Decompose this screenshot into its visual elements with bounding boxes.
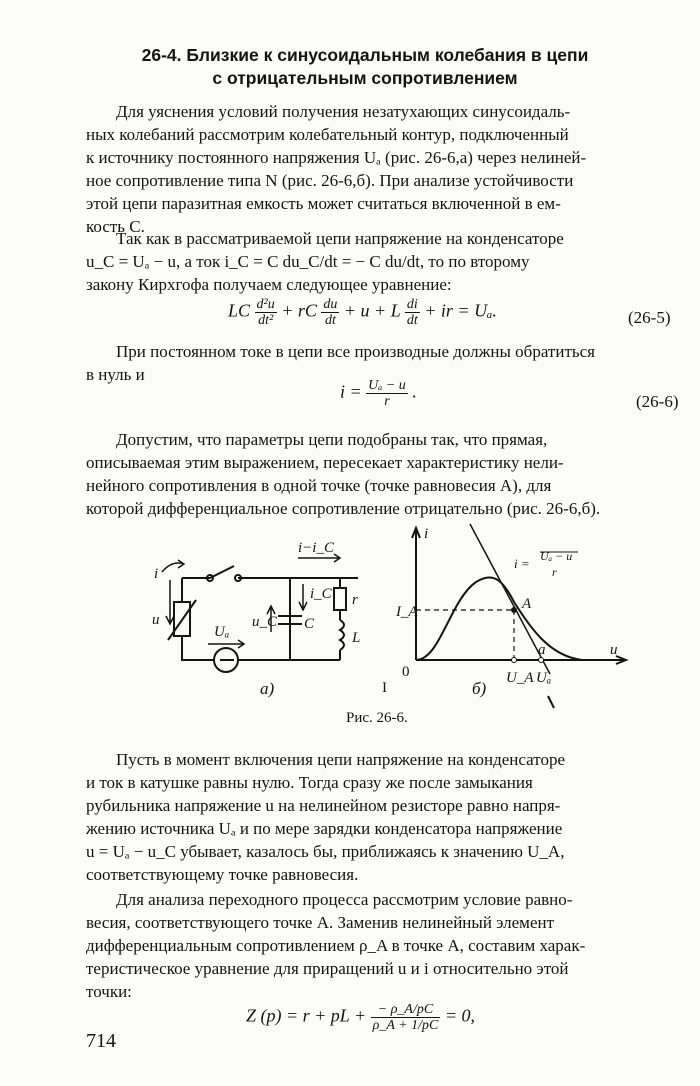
text-line: рубильника напряжение u на нелинейном резисторе равно напря- (86, 796, 561, 815)
characteristic-equation (246, 1002, 475, 1033)
graph-line-label-num: Uₐ − u (540, 549, 573, 563)
equation-term: LC (228, 300, 251, 321)
text-line: которой дифференциальное сопротивление отрицательно (рис. 26-6,б). (86, 499, 601, 518)
text-line: ное сопротивление типа N (рис. 26-6,б). При анализе устойчивости (86, 171, 574, 190)
equation-26-5 (228, 297, 497, 328)
text-line: этой цепи паразитная емкость может считаться включенной в ем- (86, 194, 561, 213)
text-line: Для анализа переходного процесса рассмотрим условие равно- (116, 890, 573, 909)
arrow-u (166, 580, 174, 624)
graph-label-IA: I_A (396, 604, 418, 620)
text-line: описываемая этим выражением, пересекает характеристику нели- (86, 453, 564, 472)
section-title-line-1: 26-4. Близкие к синусоидальным колебания в цепи (141, 45, 589, 65)
text-line: Так как в рассматриваемой цепи напряжение на конденсаторе (116, 229, 564, 248)
characteristic-curve (416, 577, 582, 660)
tick-mark (548, 696, 554, 708)
text-line: и ток в катушке равны нулю. Тогда сразу же после замыкания (86, 773, 533, 792)
equation-term: + rC (281, 300, 317, 321)
fraction-denominator: dt² (258, 313, 274, 328)
fraction (405, 297, 420, 328)
text-line: теристическое уравнение для приращений u и i относительно этой (86, 959, 569, 978)
paragraph-5 (86, 748, 682, 886)
text-line: При постоянном токе в цепи все производные должны обратиться (116, 342, 595, 361)
text-line: точки: (86, 982, 132, 1001)
graph-label-A: A (522, 596, 532, 612)
circuit-diagram (162, 554, 361, 672)
graph-axis-i: i (424, 526, 429, 542)
section-title-line-2: с отрицательным сопротивлением (212, 68, 518, 88)
page-number: 714 (86, 1030, 116, 1052)
axis-i (412, 528, 420, 660)
label-u: u (152, 612, 160, 628)
arrow-Ua (208, 640, 244, 648)
fraction-numerator: − ρ_A/pC (371, 1002, 441, 1018)
text-line: Допустим, что параметры цепи подобраны так, что прямая, (116, 430, 548, 449)
figure-26-6 (140, 520, 670, 710)
equation-term: + ir = Uₐ. (424, 300, 497, 321)
equation-number: (26-5) (628, 308, 671, 327)
graph-label-a: a (538, 642, 546, 658)
fraction-numerator: di (406, 297, 418, 312)
fraction-numerator: Uₐ − u (368, 378, 406, 393)
text-line: Для уяснения условий получения незатухающих синусоидаль- (116, 102, 571, 121)
text-line: ных колебаний рассмотрим колебательный контур, подключенный (86, 125, 569, 144)
text-line: кость C. (86, 217, 145, 236)
text-line: u = Uₐ − u_C убывает, казалось бы, приближаясь к значению U_A, (86, 842, 565, 861)
point-a (539, 658, 544, 663)
equation-term: + u + L (343, 300, 401, 321)
graph-marker-I: I (382, 680, 387, 696)
text-line: Пусть в момент включения цепи напряжение на конденсаторе (116, 750, 565, 769)
paragraph-4 (86, 428, 682, 520)
section-title (130, 44, 600, 90)
graph-label-Ua: Uₐ (536, 670, 552, 686)
label-r: r (352, 592, 358, 608)
sublabel-a: а) (260, 679, 275, 698)
equation-term: . (412, 381, 417, 402)
equation-term: i = (340, 381, 362, 402)
figure-caption: Рис. 26-6. (346, 710, 408, 726)
inductor-L (340, 620, 344, 650)
graph-label-UA: U_A (506, 670, 534, 686)
fraction-numerator: d²u (256, 297, 275, 312)
arrow-ic (299, 584, 307, 610)
text-line: нейного сопротивления в одной точке (точке равновесия A), для (86, 476, 552, 495)
fraction (366, 378, 408, 409)
sublabel-b: б) (472, 679, 487, 698)
text-line: соответствующему точке равновесия. (86, 865, 359, 884)
label-i: i (154, 566, 159, 582)
equation-term: = 0, (444, 1005, 475, 1026)
graph-line-label-den: r (552, 565, 557, 579)
resistor-r (334, 588, 346, 610)
paragraph-1 (86, 100, 682, 238)
fraction-denominator: dt (406, 313, 418, 328)
equation-term: Z (p) = r + pL + (246, 1005, 367, 1026)
graph-line-label: i = (514, 556, 530, 571)
equation-26-6 (340, 378, 417, 409)
fraction-denominator: ρ_A + 1/pC (372, 1018, 439, 1033)
text-line: весия, соответствующего точке A. Заменив нелинейный элемент (86, 913, 555, 932)
text-line: к источнику постоянного напряжения Uₐ (рис. 26-6,а) через нелиней- (86, 148, 587, 167)
text-line: u_C = Uₐ − u, а ток i_C = C du_C/dt = − C du/dt, то по второму (86, 252, 530, 271)
fraction (371, 1002, 441, 1033)
graph-labels (382, 526, 618, 698)
axis-u (416, 656, 626, 664)
label-L: L (352, 630, 361, 646)
fraction-denominator: dt (324, 313, 336, 328)
paragraph-6 (86, 888, 682, 1003)
point-UA (512, 658, 517, 663)
arrow-i (162, 560, 184, 572)
label-C: C (304, 616, 315, 632)
graph-origin: 0 (402, 664, 410, 680)
text-line: в нуль и (86, 365, 145, 384)
paragraph-2 (86, 227, 682, 296)
text-line: дифференциальным сопротивлением ρ_A в точке A, составим харак- (86, 936, 586, 955)
fraction-numerator: du (323, 297, 338, 312)
equation-number: (26-6) (636, 392, 679, 411)
label-ic: i_C (310, 586, 332, 602)
fraction-denominator: r (384, 394, 390, 409)
fraction (255, 297, 277, 328)
text-line: жению источника Uₐ и по мере зарядки конденсатора напряжение (86, 819, 563, 838)
label-Ua: Uₐ (214, 624, 230, 640)
switch-blade (210, 566, 234, 578)
point-A (512, 608, 517, 613)
fraction (321, 297, 339, 328)
label-i-minus-ic: i−i_C (298, 540, 334, 556)
text-line: закону Кирхгофа получаем следующее уравнение: (86, 275, 452, 294)
label-uc: u_C (252, 614, 278, 630)
graph-axis-u: u (610, 642, 618, 658)
